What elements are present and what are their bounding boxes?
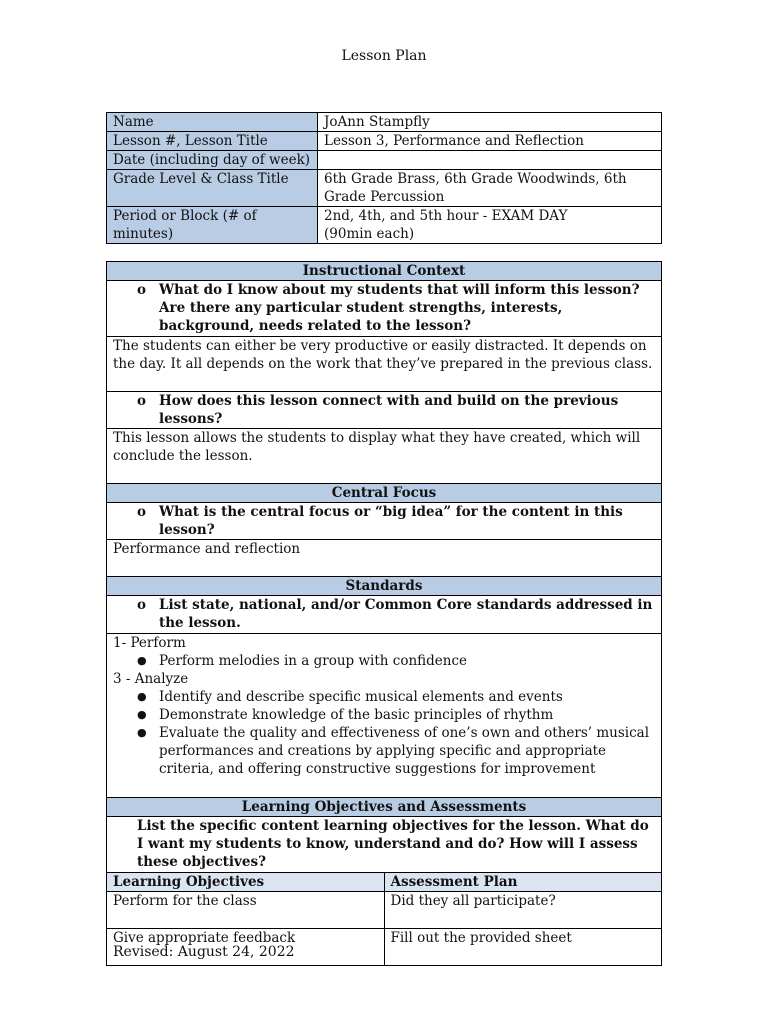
standard-group-label: 3 - Analyze: [113, 671, 189, 687]
info-row: [107, 132, 662, 151]
list-item: ● Evaluate the quality and effectiveness of one’s own and others’ musical performances and creations by applying specific and appropriate criteria, and offering constructive suggestions for improvement: [159, 724, 655, 778]
table-row: [107, 892, 662, 929]
info-label: Period or Block (# of minutes): [107, 207, 318, 244]
lesson-details-table: [106, 261, 662, 966]
info-label: Grade Level & Class Title: [107, 170, 318, 207]
objective-cell: Give appropriate feedback: [107, 929, 385, 966]
revised-date: Revised: August 24, 2022: [113, 944, 295, 960]
column-header-assessment: Assessment Plan: [384, 873, 662, 892]
hollow-bullet-icon: o: [137, 597, 147, 613]
info-value: JoAnn Stampfly: [318, 113, 662, 132]
info-row: [107, 170, 662, 207]
lesson-info-table: [106, 112, 662, 244]
question-text: How does this lesson connect with and build on the previous lessons?: [159, 393, 619, 427]
page-title: Lesson Plan: [341, 48, 427, 64]
section-header-standards: Standards: [107, 577, 662, 596]
info-row: [107, 113, 662, 132]
hollow-bullet-icon: o: [137, 282, 147, 298]
standard-list: [113, 652, 655, 670]
answer-cell: Performance and reflection: [107, 540, 662, 577]
section-header-instructional-context: Instructional Context: [107, 262, 662, 281]
question-cell: [107, 596, 662, 634]
list-item: ● Perform melodies in a group with confidence: [159, 652, 655, 670]
question-cell: [107, 281, 662, 337]
info-value: Lesson 3, Performance and Reflection: [318, 132, 662, 151]
column-header-objectives: Learning Objectives: [107, 873, 385, 892]
standards-cell: [107, 634, 662, 798]
section-header-objectives: Learning Objectives and Assessments: [107, 798, 662, 817]
answer-cell: This lesson allows the students to display what they have created, which will conclude the lesson.: [107, 429, 662, 484]
answer-cell: The students can either be very productive or easily distracted. It depends on the day. It all depends on the work that they’ve prepared in the previous class.: [107, 337, 662, 392]
info-value: 6th Grade Brass, 6th Grade Woodwinds, 6th Grade Percussion: [318, 170, 662, 207]
hollow-bullet-icon: o: [137, 393, 147, 409]
question-cell: List the specific content learning objectives for the lesson. What do I want my students to know, understand and do? How will I assess these objectives?: [107, 817, 662, 873]
standard-list: [113, 688, 655, 778]
question-text: What do I know about my students that will inform this lesson? Are there any particular student strengths, interests, background, needs related to the lesson?: [159, 282, 640, 334]
standard-group-label: 1- Perform: [113, 635, 186, 651]
question-cell: [107, 392, 662, 429]
question-text: What is the central focus or “big idea” for the content in this lesson?: [159, 504, 623, 538]
objective-cell: Perform for the class: [107, 892, 385, 929]
info-row: [107, 207, 662, 244]
info-value: [318, 207, 662, 244]
question-text: List state, national, and/or Common Core standards addressed in the lesson.: [159, 597, 653, 631]
info-value-line: 2nd, 4th, and 5th hour - EXAM DAY: [324, 208, 568, 224]
assessment-cell: Did they all participate?: [384, 892, 662, 929]
question-cell: [107, 503, 662, 540]
assessment-cell: Fill out the provided sheet: [384, 929, 662, 966]
list-item: ● Demonstrate knowledge of the basic principles of rhythm: [159, 706, 655, 724]
hollow-bullet-icon: o: [137, 504, 147, 520]
info-value: [318, 151, 662, 170]
info-label: Date (including day of week): [107, 151, 318, 170]
info-row: [107, 151, 662, 170]
list-item: ● Identify and describe specific musical elements and events: [159, 688, 655, 706]
info-label: Name: [107, 113, 318, 132]
section-header-central-focus: Central Focus: [107, 484, 662, 503]
info-value-line: (90min each): [324, 226, 415, 242]
info-label: Lesson #, Lesson Title: [107, 132, 318, 151]
